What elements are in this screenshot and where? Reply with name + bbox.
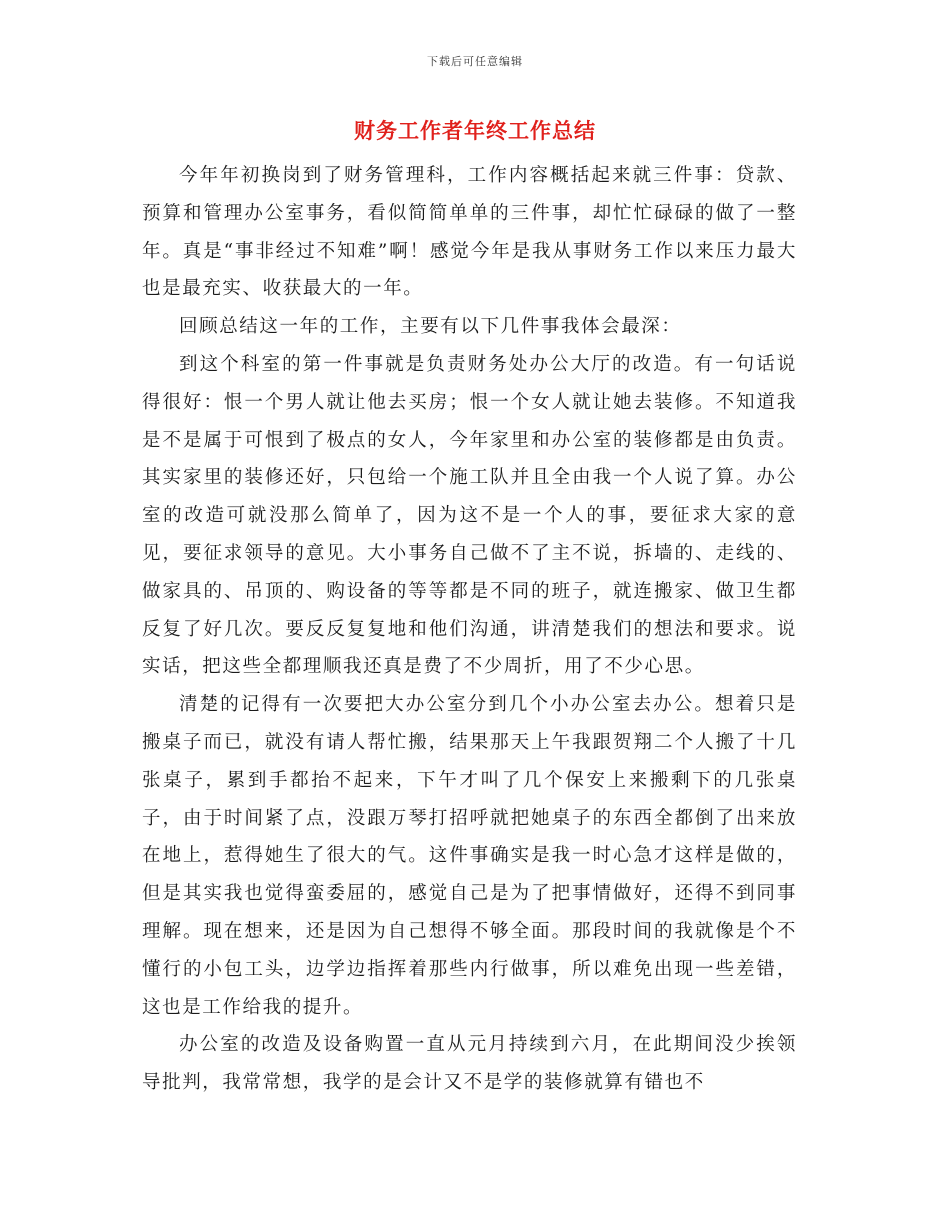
document-body: [142, 157, 797, 1102]
header-note: 下载后可任意编辑: [427, 55, 523, 68]
paragraph: 办公室的改造及设备购置一直从元月持续到六月，在此期间没少挨领导批判，我常常想，我学的是会计又不是学的装修就算有错也不: [142, 1034, 797, 1094]
document-title: 财务工作者年终工作总结: [354, 119, 596, 143]
paragraph: 到这个科室的第一件事就是负责财务处办公大厅的改造。有一句话说得很好：恨一个男人就让他去买房；恨一个女人就让她去装修。不知道我是不是属于可恨到了极点的女人，今年家里和办公室的装修都是由负责。其实家里的装修还好，只包给一个施工队并且全由我一个人说了算。办公室的改造可就没那么简单了，因为这不是一个人的事，要征求大家的意见，要征求领导的意见。大小事务自己做不了主不说，拆墙的、走线的、做家具的、吊顶的、购设备的等等都是不同的班子，就连搬家、做卫生都反复了好几次。要反反复复地和他们沟通，讲清楚我们的想法和要求。说实话，把这些全都理顺我还真是费了不少周折，用了不少心思。: [142, 353, 797, 678]
paragraph: 今年年初换岗到了财务管理科，工作内容概括起来就三件事：贷款、预算和管理办公室事务，看似简简单单的三件事，却忙忙碌碌的做了一整年。真是“事非经过不知难”啊！感觉今年是我从事财务工作以来压力最大也是最充实、收获最大的一年。: [142, 165, 797, 300]
paragraph: 回顾总结这一年的工作，主要有以下几件事我体会最深：: [179, 316, 682, 338]
paragraph: 清楚的记得有一次要把大办公室分到几个小办公室去办公。想着只是搬桌子而已，就没有请人帮忙搬，结果那天上午我跟贺翔二个人搬了十几张桌子，累到手都抬不起来，下午才叫了几个保安上来搬剩下的几张桌子，由于时间紧了点，没跟万琴打招呼就把她桌子的东西全都倒了出来放在地上，惹得她生了很大的气。这件事确实是我一时心急才这样是做的，但是其实我也觉得蛮委屈的，感觉自己是为了把事情做好，还得不到同事理解。现在想来，还是因为自己想得不够全面。那段时间的我就像是个不懂行的小包工头，边学边指挥着那些内行做事，所以难免出现一些差错，这也是工作给我的提升。: [142, 694, 797, 1018]
